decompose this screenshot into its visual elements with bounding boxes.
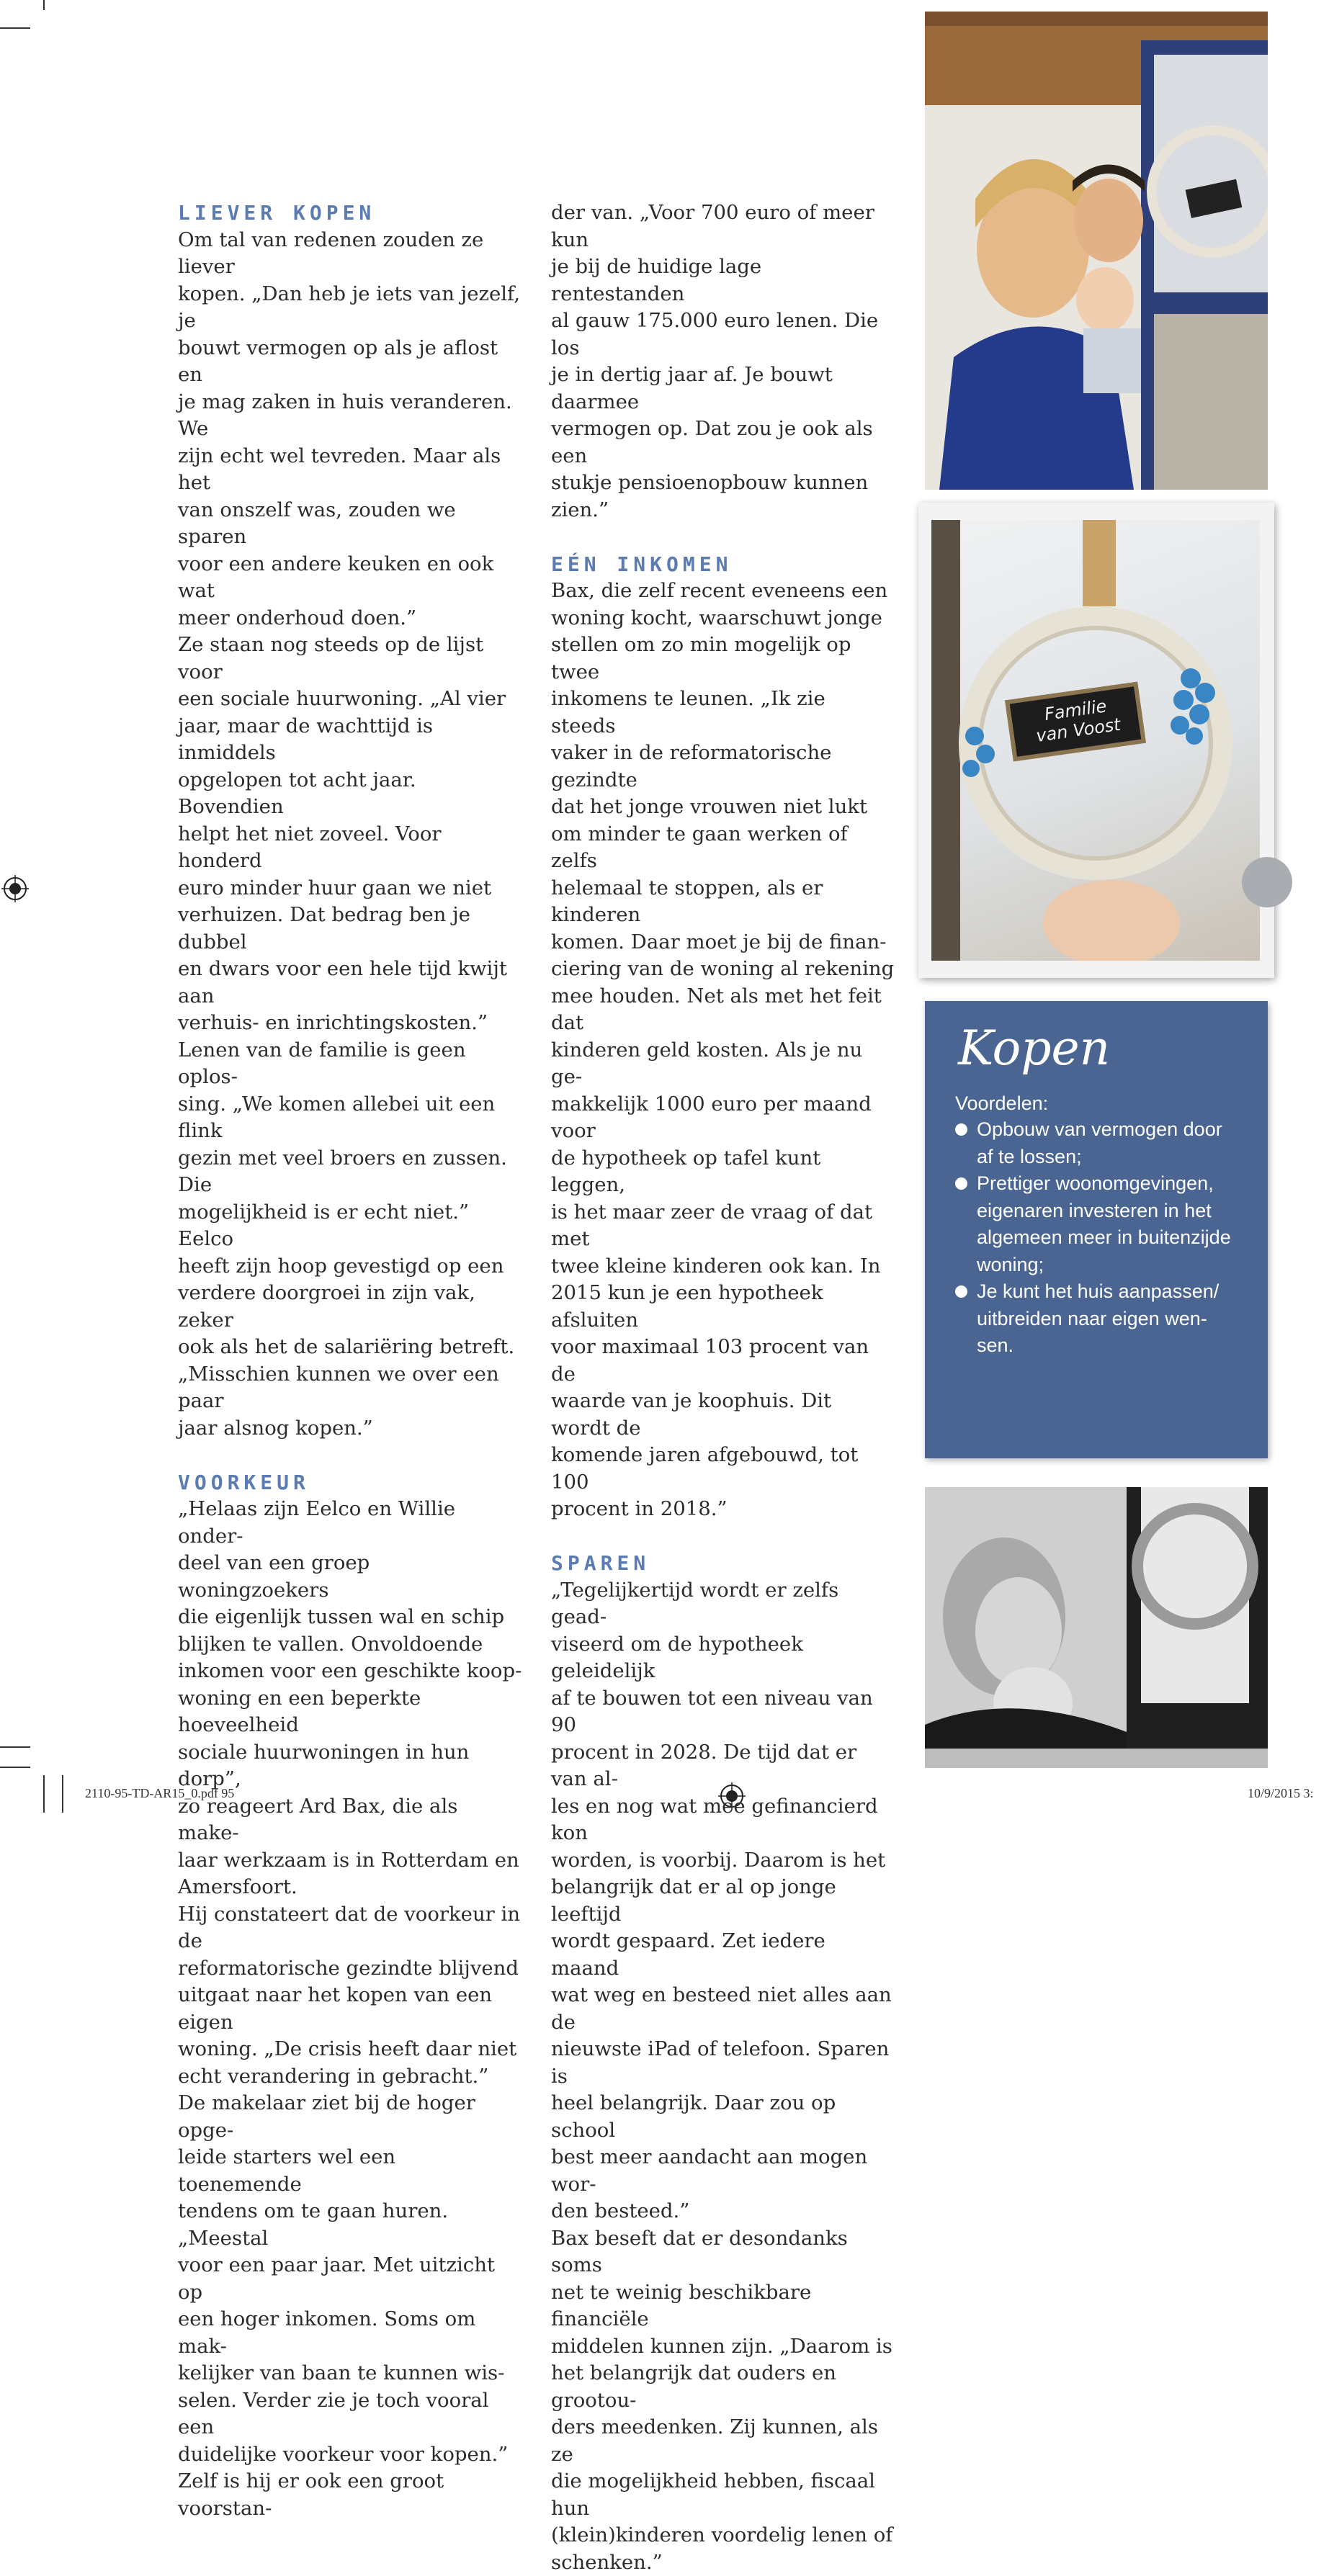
kopen-sidebar: [925, 1001, 1268, 1458]
footer-timestamp: 10/9/2015 3:: [1248, 1786, 1314, 1801]
footer-file-label: 2110-95-TD-AR15_0.pdf 95: [85, 1786, 234, 1801]
family-photo-illustration: [925, 12, 1268, 490]
sidebar-subtitle: Voordelen:: [955, 1090, 1048, 1117]
crop-mark: [43, 0, 45, 10]
page-tab-marker: [1242, 857, 1292, 907]
article-column-2: [551, 199, 895, 2576]
paragraph: der van. „Voor 700 euro of meer kun je bij de huidige lage rentestanden al gauw 175.000 euro lenen. Die los je in dertig jaar af. Je bouwt daarmee vermogen op. Dat zou je ook als een stukje pensioenopbouw kunnen zien.”: [551, 199, 895, 524]
sidebar-list: [955, 1116, 1250, 1360]
wreath-photo-illustration: [931, 520, 1260, 961]
crop-mark: [0, 1767, 30, 1768]
paragraph: „Helaas zijn Eelco en Willie onder- deel van een groep woningzoekers die eigenlijk tussen wal en schip blijken te vallen. Onvoldoende inkomen voor een geschikte koop- woning en een beperkte hoeveelheid sociale huurwoningen in hun dorp”, zo reageert Ard Bax, die als make- laar werkzaam is in Rotterdam en Amersfoort.: [178, 1496, 522, 1901]
sidebar-title: Kopen: [958, 1020, 1110, 1077]
section-heading: VOORKEUR: [178, 1469, 522, 1496]
list-item: Prettiger woonomgevingen, eigenaren investeren in het algemeen meer in buitenzijde woning;: [955, 1170, 1250, 1278]
bullet-icon: [955, 1177, 967, 1190]
registration-mark-icon: [1, 875, 29, 902]
family-photo: [925, 12, 1268, 490]
paragraph: Hij constateert dat de voorkeur in de reformatorische gezindte blijvend uitgaat naar het kopen van een eigen woning. „De crisis heeft daar niet echt verandering in gebracht.”: [178, 1901, 522, 2091]
paragraph: Bax beseft dat er desondanks soms net te weinig beschikbare financiële middelen kunnen zijn. „Daarom is het belangrijk dat ouders en grootou- ders meedenken. Zij kunnen, als ze die mogelijkheid hebben, fiscaal hun (klein)kinderen voordelig lenen of schenken.”: [551, 2225, 895, 2576]
bullet-icon: [955, 1123, 967, 1136]
crop-mark: [43, 1775, 45, 1813]
photo-bottom-bar: [925, 1749, 1268, 1768]
wreath-photo: [918, 503, 1274, 978]
wreath-sign-text: Familie van Voost: [1017, 692, 1137, 748]
bullet-icon: [955, 1285, 967, 1298]
paragraph: De makelaar ziet bij de hoger opge- leide starters wel een toenemende tendens om te gaan huren. „Meestal voor een paar jaar. Met uitzicht op een hoger inkomen. Soms om mak- kelijker van baan te kunnen wis- selen. Verder zie je toch vooral een duidelijke voorkeur voor kopen.” Zelf is hij er ook een groot voorstan-: [178, 2090, 522, 2522]
crop-mark: [0, 1746, 30, 1748]
paragraph: Om tal van redenen zouden ze liever kopen. „Dan heb je iets van jezelf, je bouwt vermogen op als je aflost en je mag zaken in huis veranderen. We zijn echt wel tevreden. Maar als het van onszelf was, zouden we sparen voor een andere keuken en ook wat meer onderhoud doen.”: [178, 227, 522, 632]
section-heading: SPAREN: [551, 1550, 895, 1577]
list-item: Opbouw van vermogen door af te lossen;: [955, 1116, 1250, 1170]
crop-mark: [62, 1775, 63, 1813]
article-column-1: [178, 199, 522, 2522]
paragraph: Ze staan nog steeds op de lijst voor een sociale huurwoning. „Al vier jaar, maar de wachttijd is inmiddels opgelopen tot acht jaar. Bovendien helpt het niet zoveel. Voor honderd euro minder huur gaan we niet verhuizen. Dat bedrag ben je dubbel en dwars voor een hele tijd kwijt aan verhuis- en inrichtingskosten.”: [178, 632, 522, 1037]
crop-mark: [0, 27, 30, 29]
list-item: Je kunt het huis aanpassen/ uitbreiden naar eigen wen- sen.: [955, 1278, 1250, 1360]
paragraph: Lenen van de familie is geen oplos- sing. „We komen allebei uit een flink gezin met veel broers en zussen. Die mogelijkheid is er echt niet.” Eelco heeft zijn hoop gevestigd op een verdere doorgroei in zijn vak, zeker ook als het de salariëring betreft. „Misschien kunnen we over een paar jaar alsnog kopen.”: [178, 1037, 522, 1442]
paragraph: Bax, die zelf recent eveneens een woning kocht, waarschuwt jonge stellen om zo min mogelijk op twee inkomens te leunen. „Ik zie steeds vaker in de reformatorische gezindte dat het jonge vrouwen niet lukt om minder te gaan werken of zelfs helemaal te stoppen, als er kinderen komen. Daar moet je bij de finan- ciering van de woning al rekening mee houden. Net als met het feit dat kinderen geld kosten. Als je nu ge- makkelijk 1000 euro per maand voor de hypotheek op tafel kunt leggen, is het maar zeer de vraag of dat met twee kleine kinderen ook kan. In 2015 kun je een hypotheek afsluiten voor maximaal 103 procent van de waarde van je koophuis. Dit wordt de komende jaren afgebouwd, tot 100 procent in 2018.”: [551, 578, 895, 1523]
bw-photo: [925, 1487, 1268, 1768]
section-heading: LIEVER KOPEN: [178, 199, 522, 227]
paragraph: „Tegelijkertijd wordt er zelfs gead- viseerd om de hypotheek geleidelijk af te bouwen tot een niveau van 90 procent in 2028. De tijd dat er van al- les en nog wat mee gefinancierd kon worden, is voorbij. Daarom is het belangrijk dat er al op jonge leeftijd wordt gespaard. Zet iedere maand wat weg en besteed niet alles aan de nieuwste iPad of telefoon. Sparen is heel belangrijk. Daar zou op school best meer aandacht aan mogen wor- den besteed.”: [551, 1577, 895, 2225]
bw-photo-illustration: [925, 1487, 1268, 1768]
section-heading: EÉN INKOMEN: [551, 551, 895, 578]
